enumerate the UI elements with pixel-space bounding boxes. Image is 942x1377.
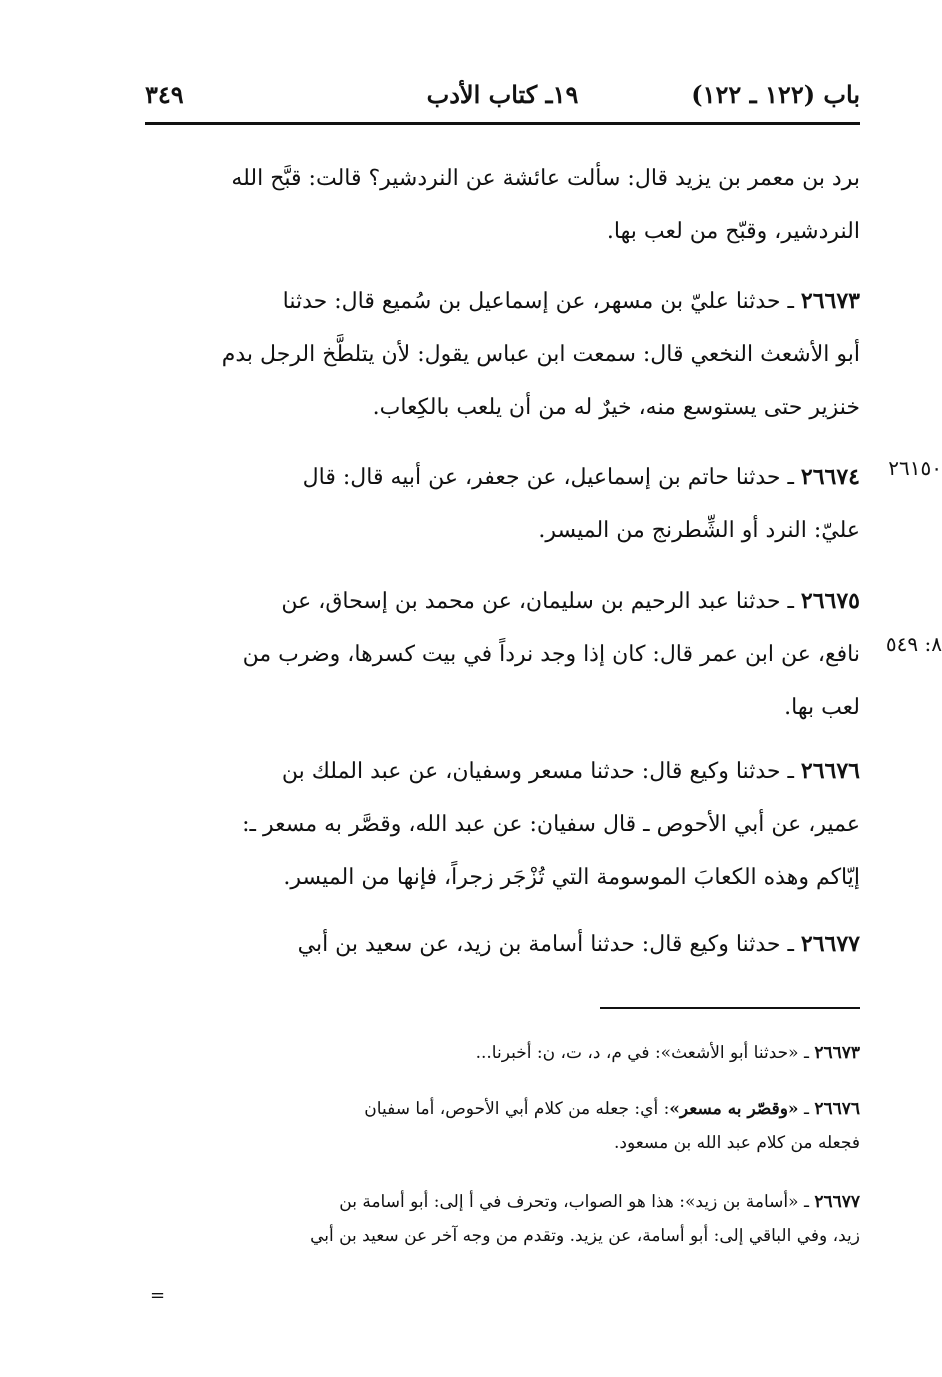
footnote-text: فجعله من كلام عبد الله بن مسعود. [613, 1133, 860, 1153]
hadith-26673 [145, 275, 860, 434]
hadith-number: ٢٦٦٧٥ [800, 588, 860, 614]
text-line: خنزير حتى يستوسع منه، خيرٌ له من أن يلعب بالكِعاب. [372, 395, 860, 420]
text-line: عمير، عن أبي الأحوص ـ قال سفيان: عن عبد الله، وقصَّر به مسعر ـ: [242, 812, 860, 837]
footnote-26673 [145, 1036, 860, 1070]
text-line: ـ حدثنا وكيع قال: حدثنا أسامة بن زيد، عن سعيد بن أبي [297, 932, 801, 957]
hadith-26676 [145, 745, 860, 904]
hadith-26677 [145, 918, 860, 971]
text-line: ـ حدثنا وكيع قال: حدثنا مسعر وسفيان، عن عبد الملك بن [281, 759, 801, 784]
footnote-number: ٢٦٦٧٧ [814, 1192, 860, 1212]
footnote-26677 [145, 1185, 860, 1253]
text-line: ـ حدثنا عليّ بن مسهر، عن إسماعيل بن سُميع قال: حدثنا [282, 289, 801, 314]
text-line: ـ حدثنا عبد الرحيم بن سليمان، عن محمد بن إسحاق، عن [281, 589, 801, 614]
text-line: إيّاكم وهذه الكعابَ الموسومة التي تُزْجَر زجراً، فإنها من الميسر. [283, 865, 860, 890]
footnote-quote: «وقصّر به مسعر» [669, 1099, 799, 1119]
hadith-number: ٢٦٦٧٦ [800, 758, 860, 784]
paragraph-continuation [145, 152, 860, 258]
page-header [145, 80, 860, 120]
hadith-26675 [145, 575, 860, 734]
text-line: لعب بها. [784, 695, 860, 720]
text-line: نافع، عن ابن عمر قال: كان إذا وجد نرداً في بيت كسرها، وضرب من [242, 642, 860, 667]
footnote-number: ٢٦٦٧٦ [814, 1099, 860, 1119]
page-number: ٣٤٩ [145, 80, 184, 109]
book-title: ١٩ـ كتاب الأدب [426, 80, 579, 109]
hadith-number: ٢٦٦٧٧ [800, 931, 860, 957]
margin-reference: ٢٦١٥٠ [888, 456, 942, 480]
hadith-number: ٢٦٦٧٤ [800, 464, 860, 490]
footnote-text: ـ «حدثنا أبو الأشعث»: في م، د، ت، ن: أخبرنا... [475, 1043, 815, 1063]
hadith-26674 [145, 451, 860, 557]
margin-reference: ٨: ٥٤٩ [885, 632, 942, 656]
hadith-number: ٢٦٦٧٣ [800, 288, 860, 314]
text-line: عليّ: النرد أو الشِّطرنج من الميسر. [538, 518, 860, 543]
text-line: ـ حدثنا حاتم بن إسماعيل، عن جعفر، عن أبيه قال: قال [302, 465, 801, 490]
footnote-text: : أي: جعله من كلام أبي الأحوص، أما سفيان [364, 1099, 670, 1119]
chapter-range: باب (١٢٢ ـ ١٢٢) [691, 80, 860, 109]
footnote-rule [600, 1007, 860, 1009]
footnote-number: ٢٦٦٧٣ [814, 1043, 860, 1063]
footnote-text: ـ «أسامة بن زيد»: هذا هو الصواب، وتحرف في أ إلى: أبو أسامة بن [339, 1192, 815, 1212]
footnote-26676: ٢٦٦٧٦ ـ «وقصّر به مسعر»: أي: جعله من كلام أبي الأحوص، أما سفيان فجعله من كلام عبد الله بن مسعود. [145, 1092, 860, 1160]
text-line: أبو الأشعث النخعي قال: سمعت ابن عباس يقول: لأن يتلطَّخ الرجل بدم [221, 342, 860, 367]
continuation-mark: = [150, 1285, 166, 1306]
text-line: برد بن معمر بن يزيد قال: سألت عائشة عن النردشير؟ قالت: قبَّح الله [231, 166, 860, 191]
header-rule [145, 122, 860, 125]
text-line: النردشير، وقبّح من لعب بها. [606, 219, 860, 244]
footnote-text: زيد، وفي الباقي إلى: أبو أسامة، عن يزيد. وتقدم من وجه آخر عن سعيد بن أبي [310, 1226, 860, 1246]
